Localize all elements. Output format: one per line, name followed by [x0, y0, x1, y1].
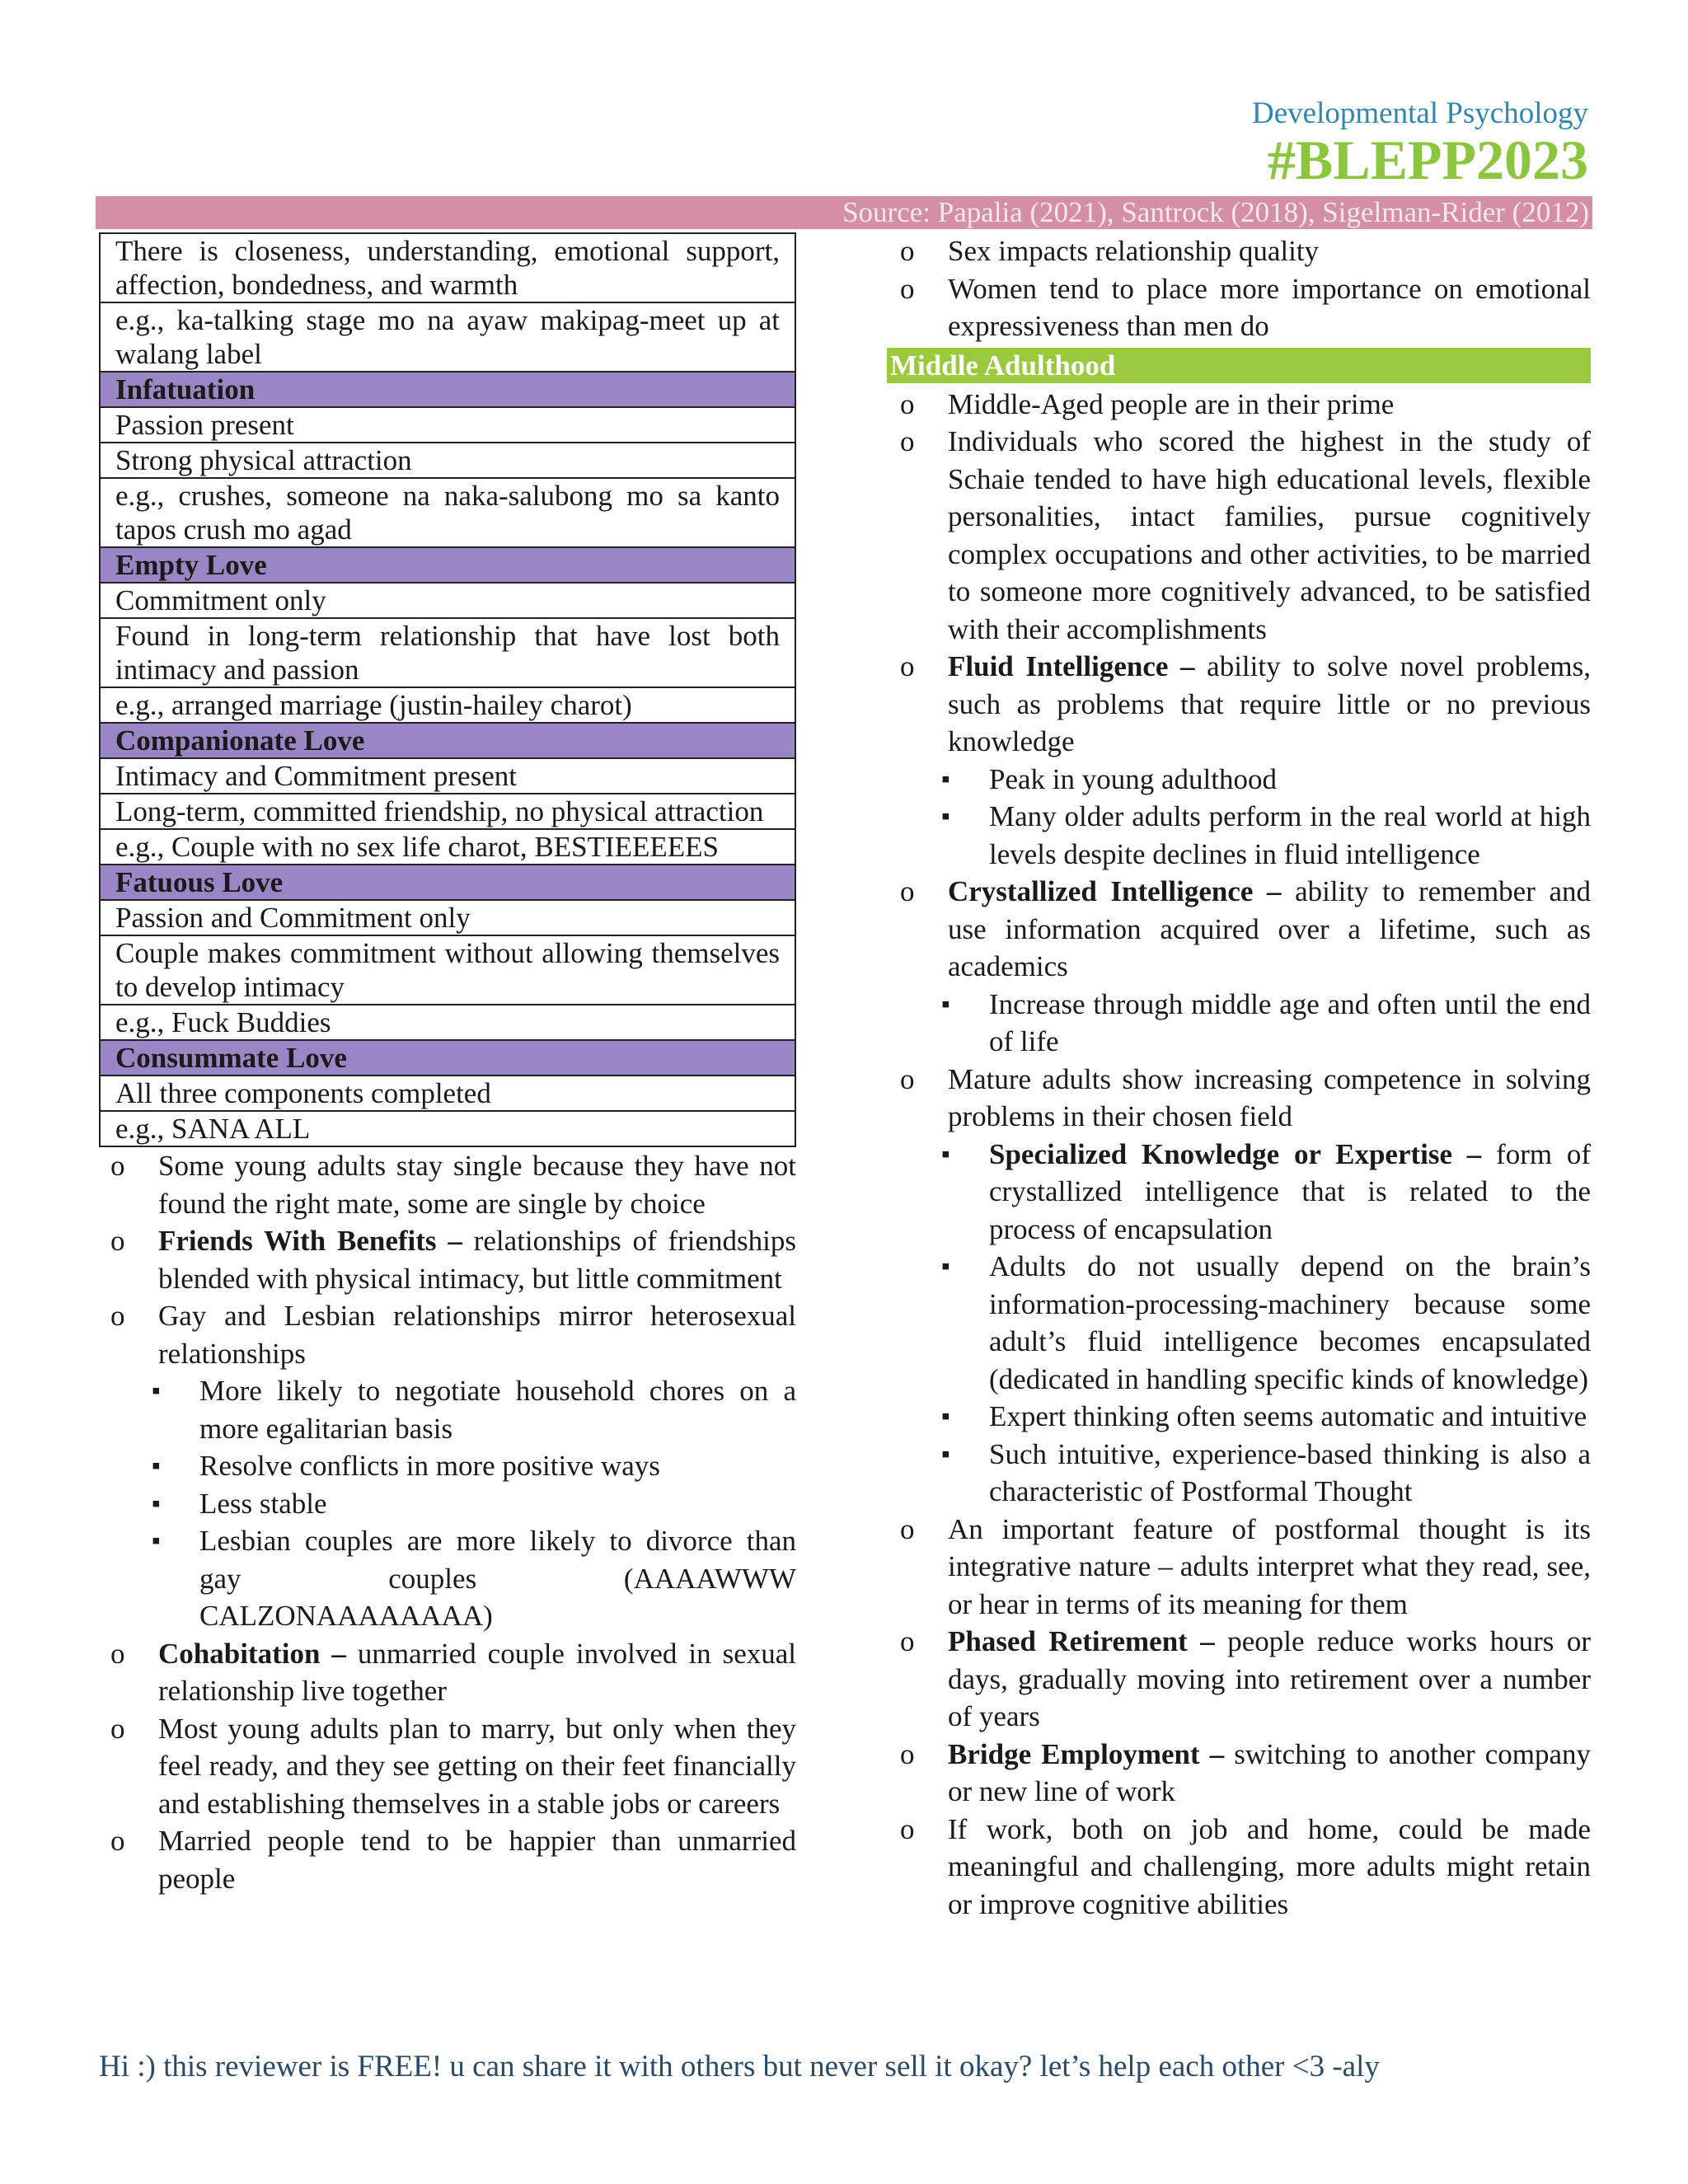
list-item-text: switching to another company or new line of work — [948, 1737, 1591, 1807]
sub-list-item — [99, 1522, 796, 1635]
sub-list-item — [99, 1485, 796, 1523]
table-row — [100, 794, 795, 829]
table-cell: Passion and Commitment only — [100, 900, 795, 935]
list-item — [889, 270, 1591, 345]
sub-list-item — [889, 1136, 1591, 1249]
table-row — [100, 302, 795, 372]
love-types-table — [99, 232, 796, 1147]
table-row — [100, 1076, 795, 1111]
list-item-text: An important feature of postformal thought is its integrative nature – adults interpret what they read, see, or hear in terms of its meaning for them — [948, 1512, 1591, 1620]
list-item-text: Less stable — [199, 1487, 327, 1520]
left-column — [99, 232, 796, 1897]
list-item-text: Sex impacts relationship quality — [948, 235, 1320, 267]
list-item — [889, 423, 1591, 648]
table-row — [100, 478, 795, 547]
list-item-text: Gay and Lesbian relationships mirror heterosexual relationships — [158, 1300, 796, 1370]
list-item-text: Lesbian couples are more likely to divorce than gay couples (AAAAWWW CALZONAAAAAAAA) — [199, 1525, 796, 1632]
sub-list-item — [889, 798, 1591, 873]
table-cell: There is closeness, understanding, emotional support, affection, bondedness, and warmth — [100, 233, 795, 302]
list-item — [99, 1297, 796, 1372]
table-heading-row — [100, 372, 795, 407]
list-item-text: ability to solve novel problems, such as problems that require little or no previous knowledge — [948, 650, 1591, 757]
term-label: Crystallized Intelligence – — [948, 875, 1282, 907]
table-heading-row — [100, 547, 795, 583]
list-item-text: Expert thinking often seems automatic and intuitive — [989, 1400, 1587, 1432]
sub-list-item — [889, 1248, 1591, 1398]
table-row — [100, 900, 795, 935]
list-item — [99, 1222, 796, 1297]
table-row — [100, 687, 795, 723]
section-heading-middle-adulthood: Middle Adulthood — [887, 348, 1591, 383]
list-item — [889, 232, 1591, 270]
table-row — [100, 1005, 795, 1040]
list-item — [889, 873, 1591, 986]
table-row — [100, 443, 795, 478]
list-item-text: Mature adults show increasing competence in solving problems in their chosen field — [948, 1062, 1591, 1132]
table-cell: Commitment only — [100, 583, 795, 618]
table-row — [100, 233, 795, 302]
right-top-list — [889, 232, 1591, 345]
list-item — [889, 386, 1591, 424]
table-heading-row — [100, 1040, 795, 1076]
list-item — [889, 648, 1591, 761]
table-row — [100, 758, 795, 794]
sub-list-item — [889, 1398, 1591, 1436]
table-heading-row — [100, 865, 795, 900]
list-item-text: If work, both on job and home, could be made meaningful and challenging, more adults might retain or improve cognitive abilities — [948, 1812, 1591, 1920]
list-item-text: More likely to negotiate household chores on a more egalitarian basis — [199, 1375, 796, 1445]
hashtag-title: #BLEPP2023 — [1267, 129, 1588, 191]
table-heading-cell: Infatuation — [100, 372, 795, 407]
table-cell: e.g., Fuck Buddies — [100, 1005, 795, 1040]
table-cell: e.g., arranged marriage (justin-hailey charot) — [100, 687, 795, 723]
table-cell: Couple makes commitment without allowing themselves to develop intimacy — [100, 935, 795, 1005]
term-label: Cohabitation – — [158, 1637, 346, 1670]
list-item-text: Such intuitive, experience-based thinking is also a characteristic of Postformal Thought — [989, 1437, 1591, 1507]
list-item — [889, 1623, 1591, 1736]
table-row — [100, 618, 795, 687]
sub-list-item — [889, 986, 1591, 1061]
list-item-text: Middle-Aged people are in their prime — [948, 387, 1395, 420]
term-label: Fluid Intelligence – — [948, 650, 1195, 682]
table-cell: Long-term, committed friendship, no physical attraction — [100, 794, 795, 829]
list-item-text: form of crystallized intelligence that is related to the process of encapsulation — [989, 1137, 1591, 1245]
table-cell: All three components completed — [100, 1076, 795, 1111]
table-cell: Passion present — [100, 407, 795, 443]
table-heading-cell: Companionate Love — [100, 723, 795, 758]
table-cell: Strong physical attraction — [100, 443, 795, 478]
list-item — [99, 1822, 796, 1897]
table-cell: Found in long-term relationship that have lost both intimacy and passion — [100, 618, 795, 687]
list-item — [99, 1147, 796, 1222]
list-item-text: Resolve conflicts in more positive ways — [199, 1450, 660, 1482]
list-item-text: Adults do not usually depend on the brain’s information-processing-machinery because some adult’s fluid intelligence becomes encapsulated (dedicated in handling specific kinds of knowledge) — [989, 1250, 1591, 1395]
term-label: Specialized Knowledge or Expertise – — [989, 1137, 1482, 1170]
table-row — [100, 583, 795, 618]
list-item-text: Some young adults stay single because they have not found the right mate, some are single by choice — [158, 1150, 796, 1220]
list-item-text: Peak in young adulthood — [989, 762, 1277, 795]
list-item-text: relationships of friendships blended with physical intimacy, but little commitment — [158, 1225, 796, 1295]
list-item-text: people reduce works hours or days, gradually moving into retirement over a number of years — [948, 1625, 1591, 1732]
table-heading-row — [100, 723, 795, 758]
table-heading-cell: Consummate Love — [100, 1040, 795, 1076]
source-bar: Source: Papalia (2021), Santrock (2018), Sigelman-Rider (2012) — [96, 196, 1592, 229]
sub-list-item — [889, 761, 1591, 799]
right-bullet-list — [889, 386, 1591, 1924]
table-row — [100, 829, 795, 865]
list-item — [99, 1635, 796, 1710]
term-label: Bridge Employment – — [948, 1737, 1225, 1770]
list-item-text: Women tend to place more importance on emotional expressiveness than men do — [948, 272, 1591, 342]
table-row — [100, 935, 795, 1005]
footer-note: Hi :) this reviewer is FREE! u can share it with others but never sell it okay? let’s help each other <3 -aly — [99, 2050, 1380, 2083]
table-cell: e.g., Couple with no sex life charot, BESTIEEEEES — [100, 829, 795, 865]
table-cell: e.g., ka-talking stage mo na ayaw makipag-meet up at walang label — [100, 302, 795, 372]
list-item — [889, 1811, 1591, 1924]
list-item — [889, 1061, 1591, 1136]
table-row — [100, 407, 795, 443]
left-bullet-list — [99, 1147, 796, 1897]
table-row — [100, 1111, 795, 1146]
list-item-text: Most young adults plan to marry, but only when they feel ready, and they see getting on their feet financially and establishing themselves in a stable jobs or careers — [158, 1712, 796, 1820]
sub-list-item — [889, 1436, 1591, 1511]
list-item-text: Individuals who scored the highest in the study of Schaie tended to have high educational levels, flexible personalities, intact families, pursue cognitively complex occupations and other activities, to be married to someone more cognitively advanced, to be satisfied with their accomplishments — [948, 425, 1591, 645]
list-item-text: Married people tend to be happier than unmarried people — [158, 1825, 796, 1895]
list-item-text: Many older adults perform in the real world at high levels despite declines in fluid intelligence — [989, 800, 1591, 870]
list-item-text: ability to remember and use information acquired over a lifetime, such as academics — [948, 875, 1592, 982]
list-item-text: Increase through middle age and often until the end of life — [989, 987, 1591, 1057]
sub-list-item — [99, 1447, 796, 1485]
term-label: Phased Retirement – — [948, 1625, 1215, 1657]
table-cell: e.g., SANA ALL — [100, 1111, 795, 1146]
term-label: Friends With Benefits – — [158, 1225, 462, 1257]
table-heading-cell: Fatuous Love — [100, 865, 795, 900]
table-cell: Intimacy and Commitment present — [100, 758, 795, 794]
table-heading-cell: Empty Love — [100, 547, 795, 583]
right-column — [889, 232, 1591, 1923]
list-item-text: unmarried couple involved in sexual relationship live together — [158, 1637, 796, 1707]
list-item — [99, 1710, 796, 1823]
subject-title: Developmental Psychology — [1252, 96, 1588, 130]
list-item — [889, 1736, 1591, 1811]
sub-list-item — [99, 1372, 796, 1447]
table-cell: e.g., crushes, someone na naka-salubong mo sa kanto tapos crush mo agad — [100, 478, 795, 547]
list-item — [889, 1511, 1591, 1624]
